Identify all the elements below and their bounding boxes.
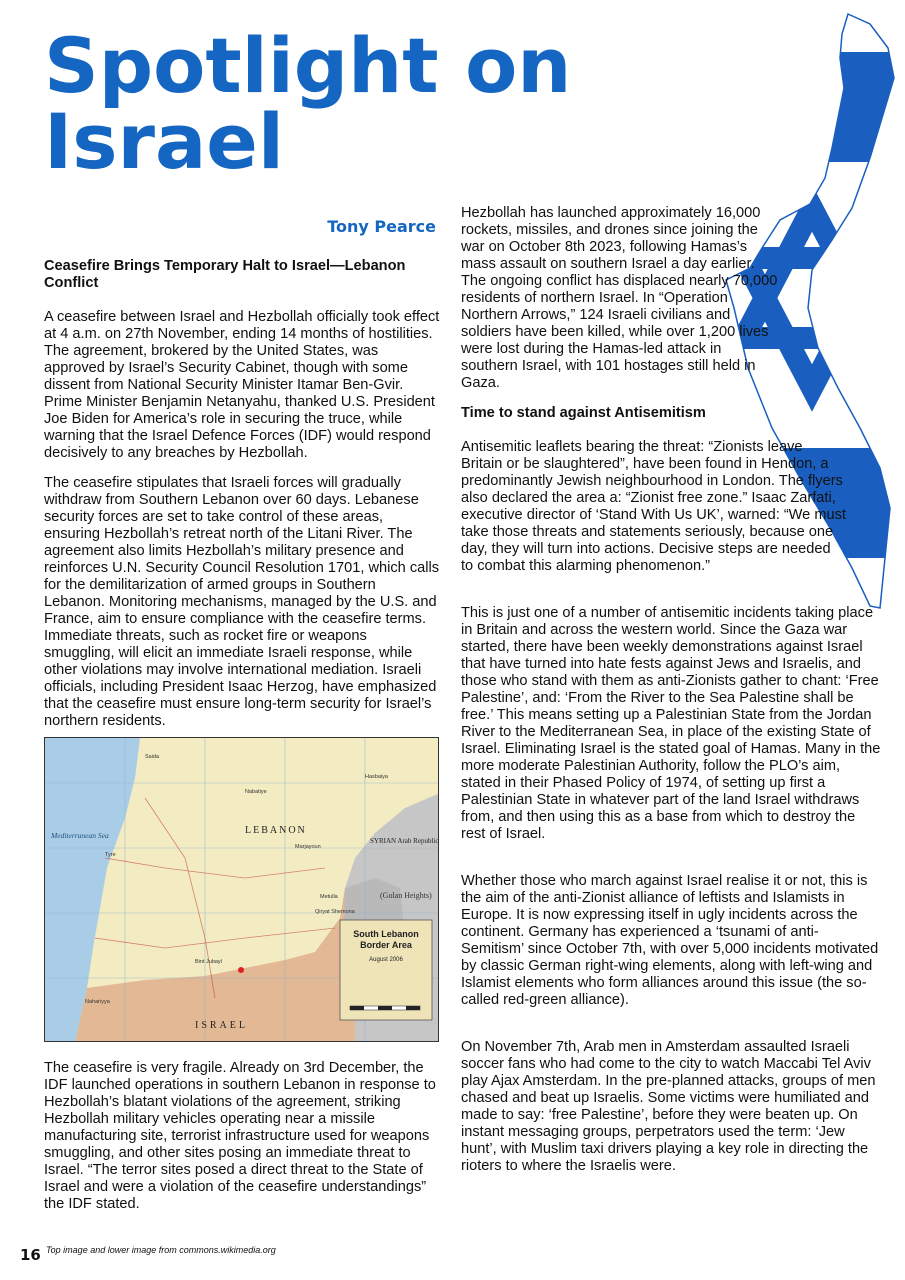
map-golan-label: (Golan Heights) <box>380 891 432 900</box>
article-heading: Ceasefire Brings Temporary Halt to Israel—Lebanon Conflict <box>44 258 406 291</box>
south-lebanon-map <box>44 737 439 1042</box>
map-town-marker <box>238 967 244 973</box>
author-byline: Tony Pearce <box>327 217 436 236</box>
title-line-2: Israel <box>44 97 284 186</box>
section-heading-antisemitism: Time to stand against Antisemitism <box>461 405 706 421</box>
left-paragraph-3: The ceasefire is very fragile. Already on 3rd December, the IDF launched operations in southern Lebanon in response to Hezbollah’s blatant violations of the agreement, striking Hezbollah military vehicles operating near a missile manufacturing site, terrorist infrastructure used for weapons smuggling, and other sites posing an immediate threat to Israel. “The terror sites posed a direct threat to the State of Israel and were a violation of the ceasefire understandings” the IDF stated. <box>44 1060 436 1212</box>
map-town: Metulla <box>320 894 338 900</box>
map-scale-bar <box>350 1006 420 1010</box>
right-paragraph-5: On November 7th, Arab men in Amsterdam assaulted Israeli soccer fans who had come to the city to watch Maccabi Tel Aviv play Ajax Amsterdam. In the pre-planned attacks, groups of men chased and beat up Israelis. Some victims were humiliated and made to say: ‘free Palestine’, before they were beaten up. On instant messaging groups, perpetrators used the term: ‘Jew hunt’, with Muslim taxi drivers playing a key role in directing the rioters to where the Israelis were. <box>461 1039 876 1174</box>
map-legend-date: August 2006 <box>369 957 403 963</box>
title-line-1: Spotlight on <box>44 21 572 110</box>
map-town: Tyre <box>105 852 116 858</box>
right-paragraph-2: Antisemitic leaflets bearing the threat: “Zionists leave Britain or be slaughtered”, have been found in Hendon, a predominantly Jewish neighbourhood in London. The flyers also declared the area a: “Zionist free zone.” Isaac Zarfati, executive director of ‘Stand With Us UK’, warned: “We must take those threats and statements seriously, because one day, they will turn into actions. Decisive steps are needed to combat this alarming phenomenon.” <box>461 439 846 574</box>
map-town: Bint Jubayl <box>195 959 222 965</box>
map-town: Saida <box>145 754 160 760</box>
map-legend-title: South Lebanon Border Area <box>353 929 419 950</box>
right-paragraph-1: Hezbollah has launched approximately 16,000 rockets, missiles, and drones since joining the war on October 8th 2023, following Hamas’s mass assault on southern Israel a day earlier. The ongoing conflict has displaced nearly 70,000 residents of northern Israel. In “Operation Northern Arrows,” 124 Israeli civilians and soldiers have been killed, while over 1,200 lives were lost during the Hamas-led attack in southern Israel, with 101 hostages still held in Gaza. <box>461 205 778 391</box>
map-town: Qiryat Shemona <box>315 909 355 915</box>
map-town: Nabatiye <box>245 789 267 795</box>
map-town: Nahariyya <box>85 999 110 1005</box>
right-paragraph-3: This is just one of a number of antisemitic incidents taking place in Britain and across the western world. Since the Gaza war started, there have been weekly demonstrations against Israel that have turned into hate fests against Jews and Israelis, and those who stand with them as anti-Zionists gather to chant: ‘Free Palestine’, and: ‘From the River to the Sea Palestine shall be free.’ This means setting up a Palestinian State from the Jordan River to the Mediterranean Sea, in place of the existing State of Israel. Eliminating Israel is the stated goal of Hamas. Many in the more moderate Palestinian Authority, follow the PLO’s aim, stated in their Phased Policy of 1974, of setting up first a Palestinian State in whatever part of the land Israel withdraws from, and then using this as a base from which to destroy the rest of Israel. <box>461 605 881 842</box>
map-israel-label: ISRAEL <box>195 1020 248 1031</box>
right-paragraph-4: Whether those who march against Israel realise it or not, this is the aim of the anti-Zionist alliance of leftists and Islamists in Europe. It is now expressing itself in ugly incidents across the continent. Germany has experienced a ‘tsunami of anti-Semitism’ since October 7th, with over 5,000 incidents motivated by classic German right-wing elements, along with left-wing and Islamist elements who form alliances around this issue (the so-called red-green alliance). <box>461 873 879 1008</box>
map-lebanon-label: LEBANON <box>245 825 307 836</box>
map-town: Hasbaiya <box>365 774 388 780</box>
map-sea-label: Mediterranean Sea <box>51 831 109 840</box>
map-town: Marjayoun <box>295 844 321 850</box>
page-title <box>44 21 572 186</box>
page-number: 16 <box>20 1246 41 1264</box>
image-credit: Top image and lower image from commons.wikimedia.org <box>46 1245 276 1255</box>
left-paragraph-1: A ceasefire between Israel and Hezbollah officially took effect at 4 a.m. on 27th November, ending 14 months of hostilities. The agreement, brokered by the United States, was approved by Israel’s Security Cabinet, though with some dissent from National Security Minister Itamar Ben-Gvir. Prime Minister Benjamin Netanyahu, thanked U.S. President Joe Biden for America’s role in securing the truce, while warning that the Israel Defence Forces (IDF) would respond decisively to any breaches by Hezbollah. <box>44 309 440 461</box>
left-paragraph-2: The ceasefire stipulates that Israeli forces will gradually withdraw from Southern Lebanon over 60 days. Lebanese security forces are set to take control of these areas, ensuring Hezbollah’s retreat north of the Litani River. The agreement also limits Hezbollah’s military presence and reinforces U.N. Security Council Resolution 1701, which calls for the demilitarization of armed groups in Southern Lebanon. Monitoring mechanisms, managed by the U.S. and France, aim to ensure compliance with the ceasefire terms. Immediate threats, such as rocket fire or weapons smuggling, will elicit an immediate Israeli response, while other violations may involve international mediation. Israeli officials, including President Isaac Herzog, have emphasized that the ceasefire must ensure long-term security for Israel’s northern residents. <box>44 475 440 729</box>
map-graphic <box>45 738 439 1042</box>
map-syria-label: SYRIAN Arab Republic <box>370 837 439 845</box>
